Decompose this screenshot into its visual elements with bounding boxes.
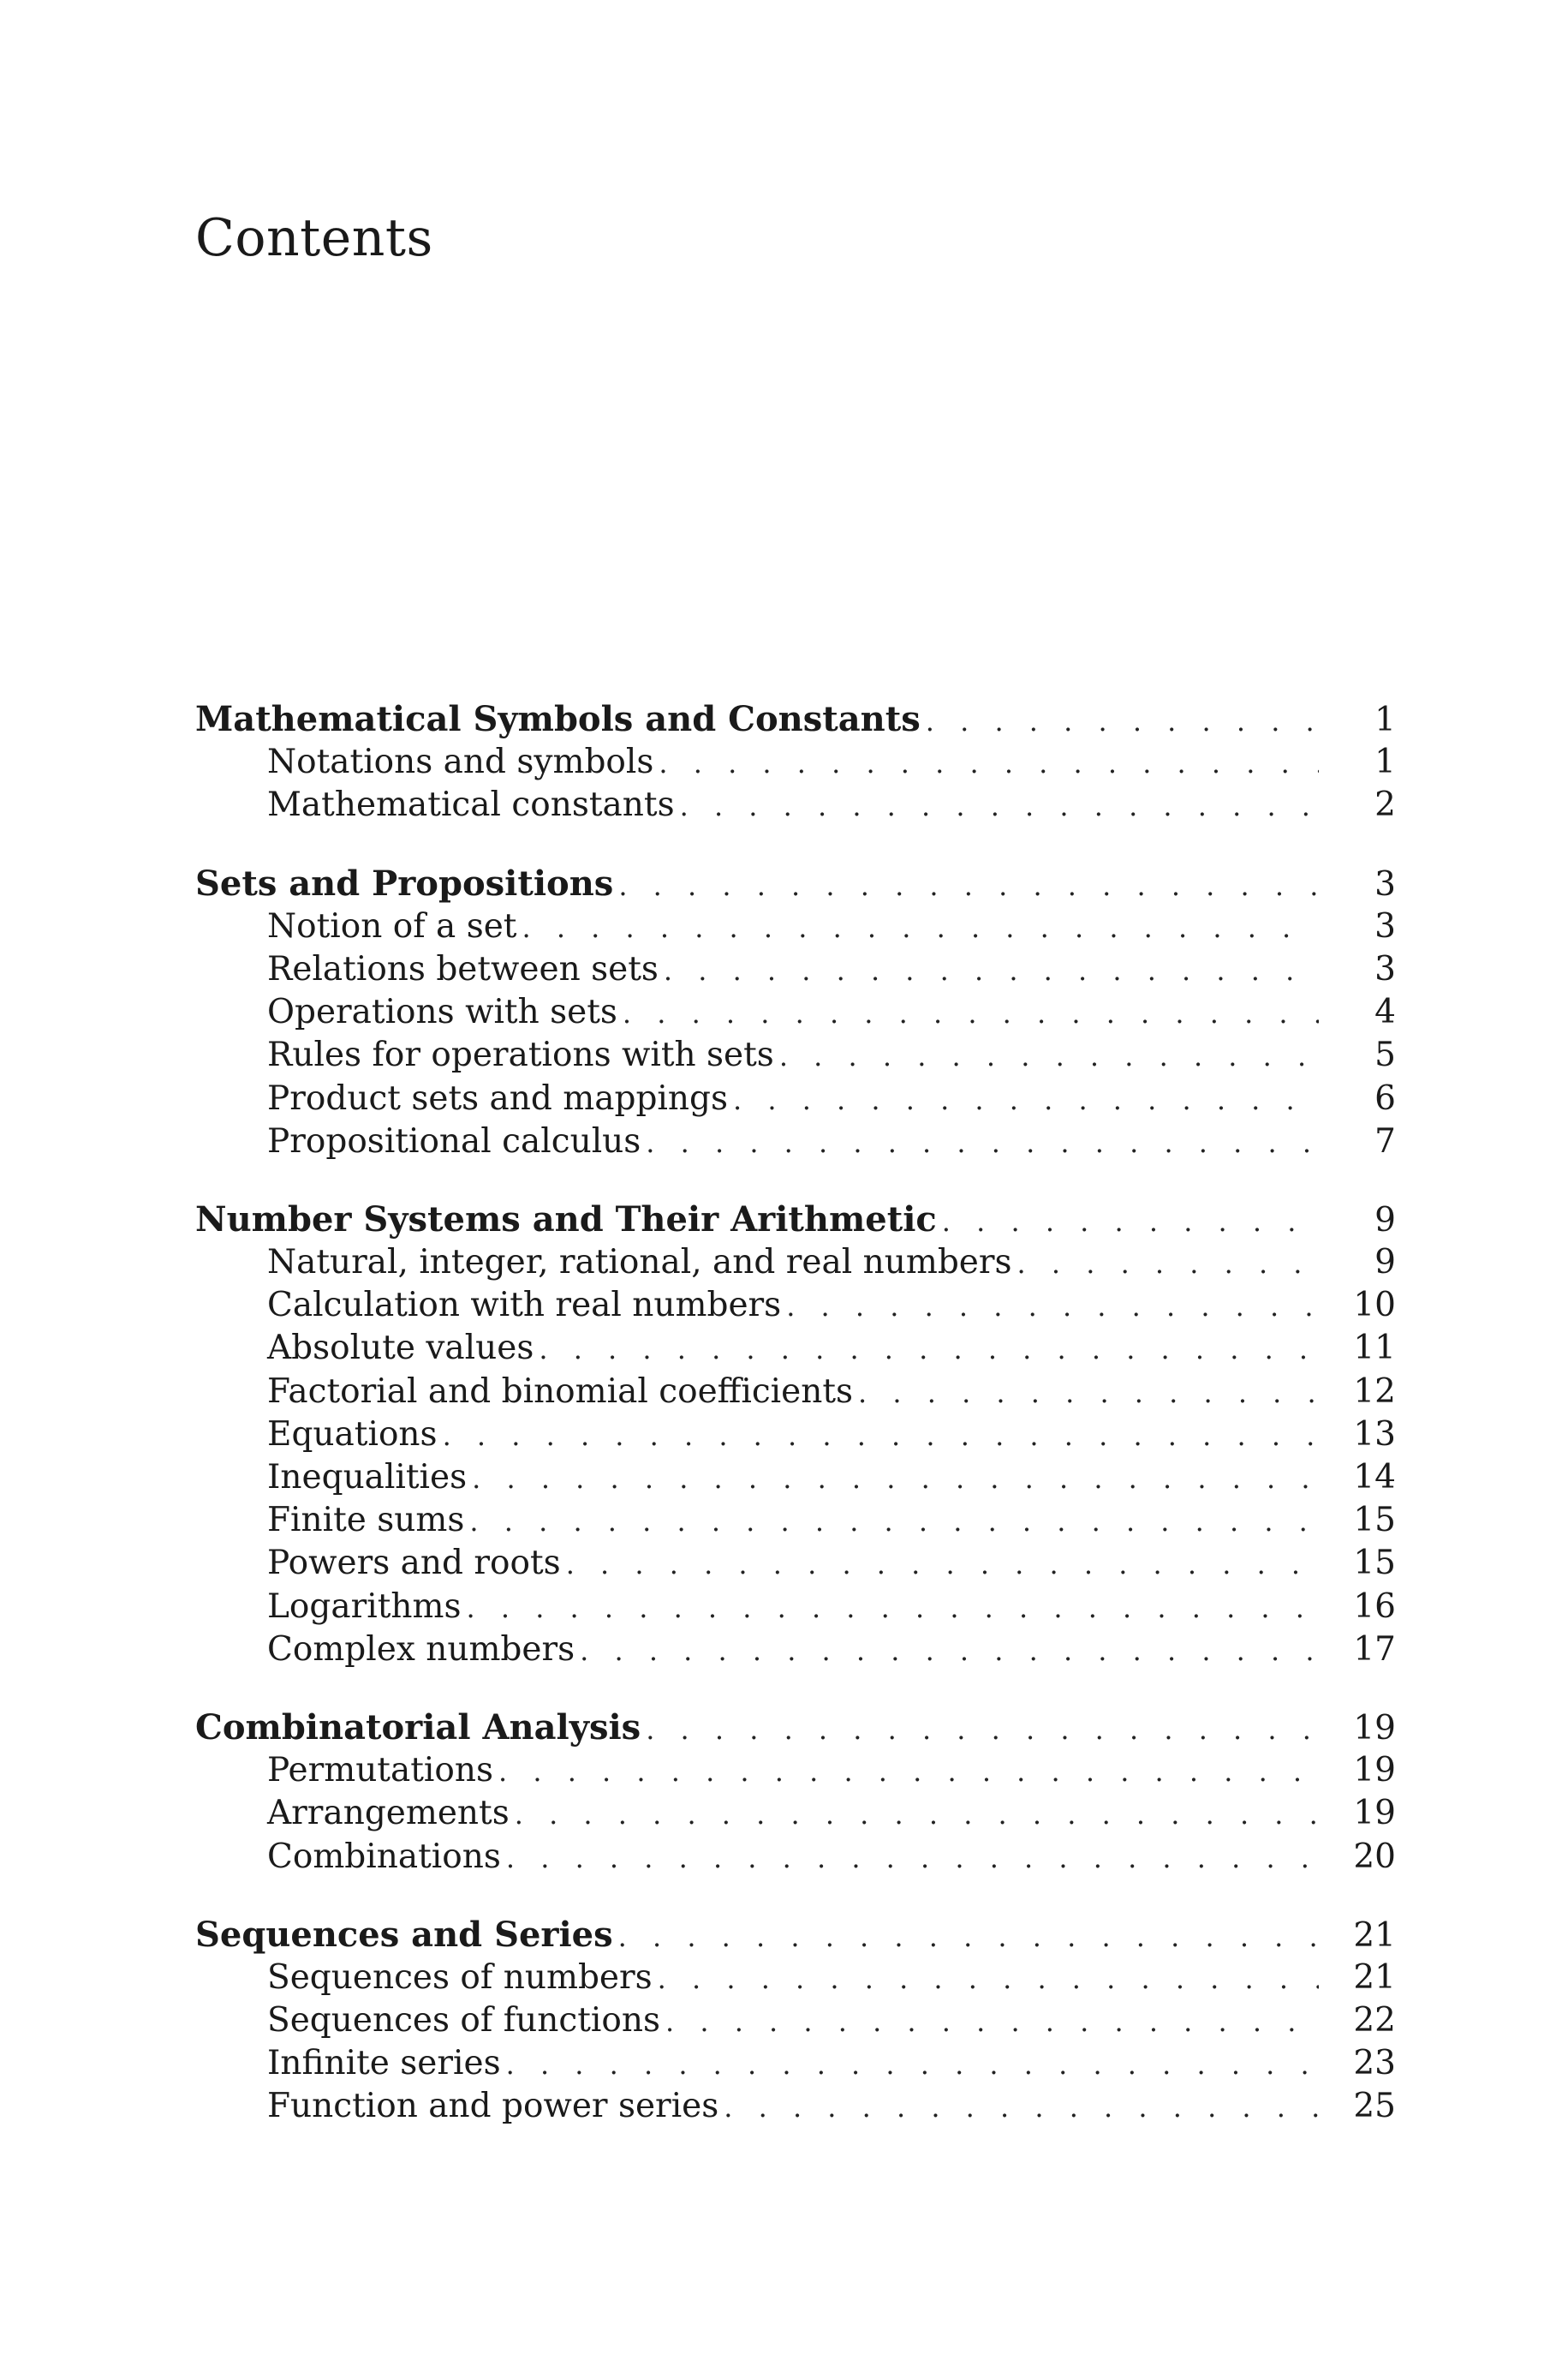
subentry-title: Sequences of numbers bbox=[267, 1957, 653, 1997]
page-number: 25 bbox=[1353, 2087, 1396, 2126]
dot-leader bbox=[618, 864, 1319, 907]
dot-leader bbox=[786, 1285, 1319, 1328]
subentry-title: Natural, integer, rational, and real numbers bbox=[267, 1243, 1012, 1282]
page-title: Contents bbox=[195, 208, 433, 268]
subentry-title: Powers and roots bbox=[267, 1544, 561, 1583]
page-number: 19 bbox=[1353, 1794, 1396, 1833]
dot-leader bbox=[858, 1371, 1319, 1414]
page-number: 13 bbox=[1353, 1414, 1396, 1454]
subentry-title: Operations with sets bbox=[267, 993, 617, 1032]
dot-leader bbox=[658, 1957, 1319, 2000]
dot-leader bbox=[665, 2000, 1319, 2043]
toc-subentry[interactable] bbox=[195, 2042, 1396, 2085]
dot-leader bbox=[539, 1328, 1319, 1371]
toc-chapter-entry[interactable] bbox=[195, 863, 1396, 905]
chapter-title: Mathematical Symbols and Constants bbox=[195, 699, 921, 739]
page-number: 3 bbox=[1374, 906, 1396, 946]
dot-leader bbox=[779, 1035, 1319, 1078]
dot-leader bbox=[467, 1586, 1320, 1629]
page-number: 11 bbox=[1353, 1329, 1396, 1368]
toc-section bbox=[195, 1706, 1396, 1879]
toc-subentry[interactable] bbox=[195, 1371, 1396, 1413]
page-number: 10 bbox=[1353, 1286, 1396, 1325]
toc-section bbox=[195, 1914, 1396, 2129]
subentry-title: Relations between sets bbox=[267, 949, 659, 989]
subentry-title: Logarithms bbox=[267, 1586, 462, 1626]
toc-subentry[interactable] bbox=[195, 1456, 1396, 1499]
dot-leader bbox=[506, 2043, 1319, 2086]
dot-leader bbox=[926, 700, 1319, 743]
page-number: 6 bbox=[1374, 1078, 1396, 1118]
toc-subentry[interactable] bbox=[195, 1034, 1396, 1077]
dot-leader bbox=[724, 2086, 1319, 2129]
dot-leader bbox=[443, 1414, 1319, 1457]
toc-chapter-entry[interactable] bbox=[195, 1706, 1396, 1749]
page-number: 19 bbox=[1353, 1751, 1396, 1790]
toc-subentry[interactable] bbox=[195, 1413, 1396, 1456]
toc-chapter-entry[interactable] bbox=[195, 1198, 1396, 1241]
subentry-title: Infinite series bbox=[267, 2044, 501, 2083]
toc-section bbox=[195, 863, 1396, 1163]
page-number: 2 bbox=[1374, 786, 1396, 825]
dot-leader bbox=[522, 906, 1319, 949]
page-number: 16 bbox=[1353, 1586, 1396, 1626]
subentry-title: Absolute values bbox=[267, 1329, 534, 1368]
toc-subentry[interactable] bbox=[195, 1284, 1396, 1327]
toc-chapter-entry[interactable] bbox=[195, 698, 1396, 741]
chapter-title: Combinatorial Analysis bbox=[195, 1706, 641, 1748]
dot-leader bbox=[498, 1750, 1319, 1793]
dot-leader bbox=[506, 1837, 1319, 1879]
subentry-title: Arrangements bbox=[267, 1794, 510, 1833]
subentry-title: Equations bbox=[267, 1414, 438, 1454]
subentry-title: Complex numbers bbox=[267, 1629, 575, 1669]
dot-leader bbox=[659, 742, 1319, 785]
toc-subentry[interactable] bbox=[195, 1241, 1396, 1284]
toc-subentry[interactable] bbox=[195, 1836, 1396, 1879]
subentry-title: Calculation with real numbers bbox=[267, 1286, 782, 1325]
toc-subentry[interactable] bbox=[195, 2085, 1396, 2128]
subentry-title: Combinations bbox=[267, 1837, 501, 1876]
toc-subentry[interactable] bbox=[195, 1499, 1396, 1542]
page-number: 17 bbox=[1353, 1629, 1396, 1669]
dot-leader bbox=[623, 992, 1319, 1035]
toc-subentry[interactable] bbox=[195, 1120, 1396, 1163]
toc-subentry[interactable] bbox=[195, 991, 1396, 1034]
subentry-title: Permutations bbox=[267, 1751, 493, 1790]
chapter-title: Number Systems and Their Arithmetic bbox=[195, 1198, 937, 1240]
dot-leader bbox=[646, 1708, 1319, 1751]
dot-leader bbox=[618, 1915, 1319, 1958]
toc-section bbox=[195, 698, 1396, 828]
toc-subentry[interactable] bbox=[195, 1628, 1396, 1671]
subentry-title: Inequalities bbox=[267, 1458, 468, 1497]
dot-leader bbox=[646, 1121, 1319, 1164]
subentry-title: Mathematical constants bbox=[267, 786, 675, 825]
subentry-title: Notations and symbols bbox=[267, 743, 654, 782]
dot-leader bbox=[472, 1457, 1319, 1500]
page-number: 20 bbox=[1353, 1837, 1396, 1876]
page-number: 9 bbox=[1374, 1200, 1396, 1240]
subentry-title: Function and power series bbox=[267, 2087, 719, 2126]
dot-leader bbox=[942, 1200, 1319, 1243]
toc-subentry[interactable] bbox=[195, 1078, 1396, 1120]
page-number: 12 bbox=[1353, 1371, 1396, 1411]
page-number: 1 bbox=[1374, 701, 1396, 739]
dot-leader bbox=[566, 1543, 1319, 1586]
dot-leader bbox=[469, 1500, 1319, 1543]
page-number: 14 bbox=[1353, 1458, 1396, 1497]
page-number: 1 bbox=[1374, 743, 1396, 782]
page-number: 21 bbox=[1353, 1915, 1396, 1955]
page-number: 23 bbox=[1353, 2044, 1396, 2083]
page-number: 21 bbox=[1353, 1957, 1396, 1997]
subentry-title: Factorial and binomial coefficients bbox=[267, 1371, 854, 1411]
toc-chapter-entry[interactable] bbox=[195, 1914, 1396, 1957]
toc-subentry[interactable] bbox=[195, 905, 1396, 948]
dot-leader bbox=[664, 949, 1319, 992]
table-of-contents bbox=[195, 698, 1396, 2129]
dot-leader bbox=[733, 1078, 1319, 1121]
chapter-title: Sets and Propositions bbox=[195, 863, 614, 904]
toc-subentry[interactable] bbox=[195, 1749, 1396, 1792]
subentry-title: Notion of a set bbox=[267, 906, 517, 946]
page-number: 22 bbox=[1353, 2001, 1396, 2040]
chapter-title: Sequences and Series bbox=[195, 1914, 613, 1955]
page-number: 7 bbox=[1374, 1121, 1396, 1161]
dot-leader bbox=[680, 785, 1319, 828]
subentry-title: Finite sums bbox=[267, 1501, 465, 1540]
toc-subentry[interactable] bbox=[195, 1792, 1396, 1835]
dot-leader bbox=[1017, 1242, 1319, 1285]
subentry-title: Sequences of functions bbox=[267, 2001, 660, 2040]
page-number: 15 bbox=[1353, 1501, 1396, 1540]
toc-subentry[interactable] bbox=[195, 741, 1396, 784]
toc-subentry[interactable] bbox=[195, 1957, 1396, 1999]
subentry-title: Propositional calculus bbox=[267, 1121, 641, 1161]
toc-subentry[interactable] bbox=[195, 1327, 1396, 1370]
page-number: 9 bbox=[1374, 1243, 1396, 1282]
dot-leader bbox=[580, 1629, 1319, 1672]
page-number: 19 bbox=[1353, 1708, 1396, 1748]
page-number: 3 bbox=[1374, 949, 1396, 989]
page-number: 5 bbox=[1374, 1036, 1396, 1075]
toc-subentry[interactable] bbox=[195, 1586, 1396, 1628]
toc-subentry[interactable] bbox=[195, 1542, 1396, 1585]
page-number: 4 bbox=[1374, 993, 1396, 1032]
toc-subentry[interactable] bbox=[195, 784, 1396, 827]
subentry-title: Product sets and mappings bbox=[267, 1078, 729, 1118]
page-number: 15 bbox=[1353, 1544, 1396, 1583]
toc-subentry[interactable] bbox=[195, 1999, 1396, 2042]
page-number: 3 bbox=[1374, 864, 1396, 904]
dot-leader bbox=[515, 1793, 1319, 1836]
subentry-title: Rules for operations with sets bbox=[267, 1036, 774, 1075]
toc-subentry[interactable] bbox=[195, 948, 1396, 991]
toc-section bbox=[195, 1198, 1396, 1671]
